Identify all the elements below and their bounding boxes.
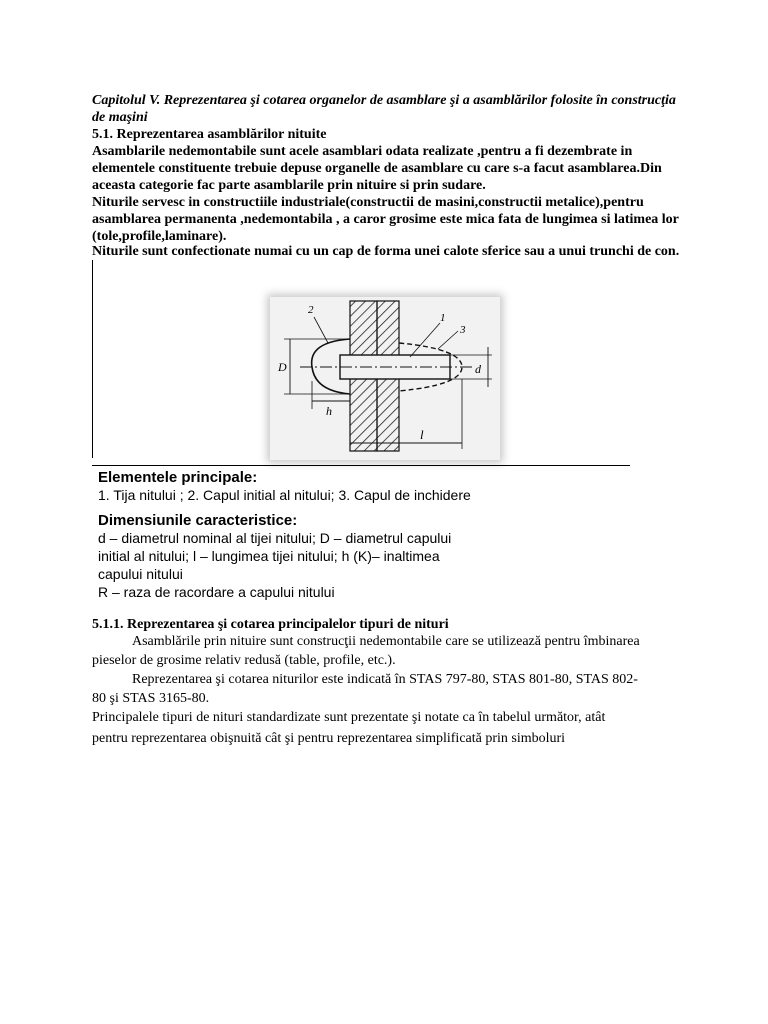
para1-line1: Asamblarile nedemontabile sunt acele asamblari odata realizate ,pentru a fi dezembrate in [92,144,633,159]
legend-line-head: capului nitului [98,566,183,582]
label-D: D [278,360,287,374]
label-1: 1 [440,312,446,324]
legend-line-l: initial al nitului; l – lungimea tijei nitului; h (K)– inaltimea [98,548,440,564]
para2-line3: (tole,profile,laminare). [92,229,227,244]
para1-line3: aceasta categorie fac parte asamblarile prin nituire si prin sudare. [92,178,486,193]
para2-line2: asamblarea permanenta ,nedemontabila , a caror grosime este mica fata de lungimea si latimea lor [92,212,679,227]
body-p3-line1: Principalele tipuri de nituri standardizate sunt prezentate şi notate ca în tabelul următor, atât [92,710,606,725]
body-p1-line1: Asamblările prin nituire sunt construcţii nedemontabile care se utilizează pentru îmbinarea [132,634,640,649]
label-2: 2 [308,304,314,316]
label-3: 3 [460,324,466,336]
separator-rule [92,465,630,466]
legend-line-d: d – diametrul nominal al tijei nitului; D – diametrul capului [98,530,452,546]
legend-line-elements: 1. Tija nitului ; 2. Capul initial al nitului; 3. Capul de inchidere [98,487,471,503]
para1-line2: elementele constituente trebuie depuse organelle de asamblare cu care s-a facut asamblarea.Din [92,161,662,176]
body-p2-line1: Reprezentarea şi cotarea niturilor este indicată în STAS 797-80, STAS 801-80, STAS 802- [132,672,638,687]
para3: Niturile sunt confectionate numai cu un cap de forma unei calote sferice sau a unui trunchi de con. [92,244,680,259]
body-p2-line2: 80 şi STAS 3165-80. [92,691,210,706]
label-l: l [420,427,424,442]
para2-line1: Niturile servesc in constructiile industriale(constructii de masini,constructii metalice),pentru [92,195,644,210]
rivet-figure [270,297,500,460]
body-p3-line2: pentru reprezentarea obişnuită cât şi pentru reprezentarea simplificată prin simboluri [92,731,566,746]
margin-rule [92,260,93,458]
label-h: h [326,404,332,418]
legend-heading-elements: Elementele principale: [98,469,258,486]
legend-heading-dimensions: Dimensiunile caracteristice: [98,512,298,529]
subsection-title: 5.1.1. Reprezentarea şi cotarea principalelor tipuri de nituri [92,617,449,632]
body-p1-line2: pieselor de grosime relativ redusă (table, profile, etc.). [92,653,396,668]
legend-line-R: R – raza de racordare a capului nitului [98,584,335,600]
label-d: d [475,362,481,376]
chapter-title: Capitolul V. Reprezentarea şi cotarea organelor de asamblare şi a asamblărilor folosite în construcţia de maşini [92,93,676,125]
section-title: 5.1. Reprezentarea asamblărilor nituite [92,127,327,142]
rivet-drawing [270,297,500,460]
